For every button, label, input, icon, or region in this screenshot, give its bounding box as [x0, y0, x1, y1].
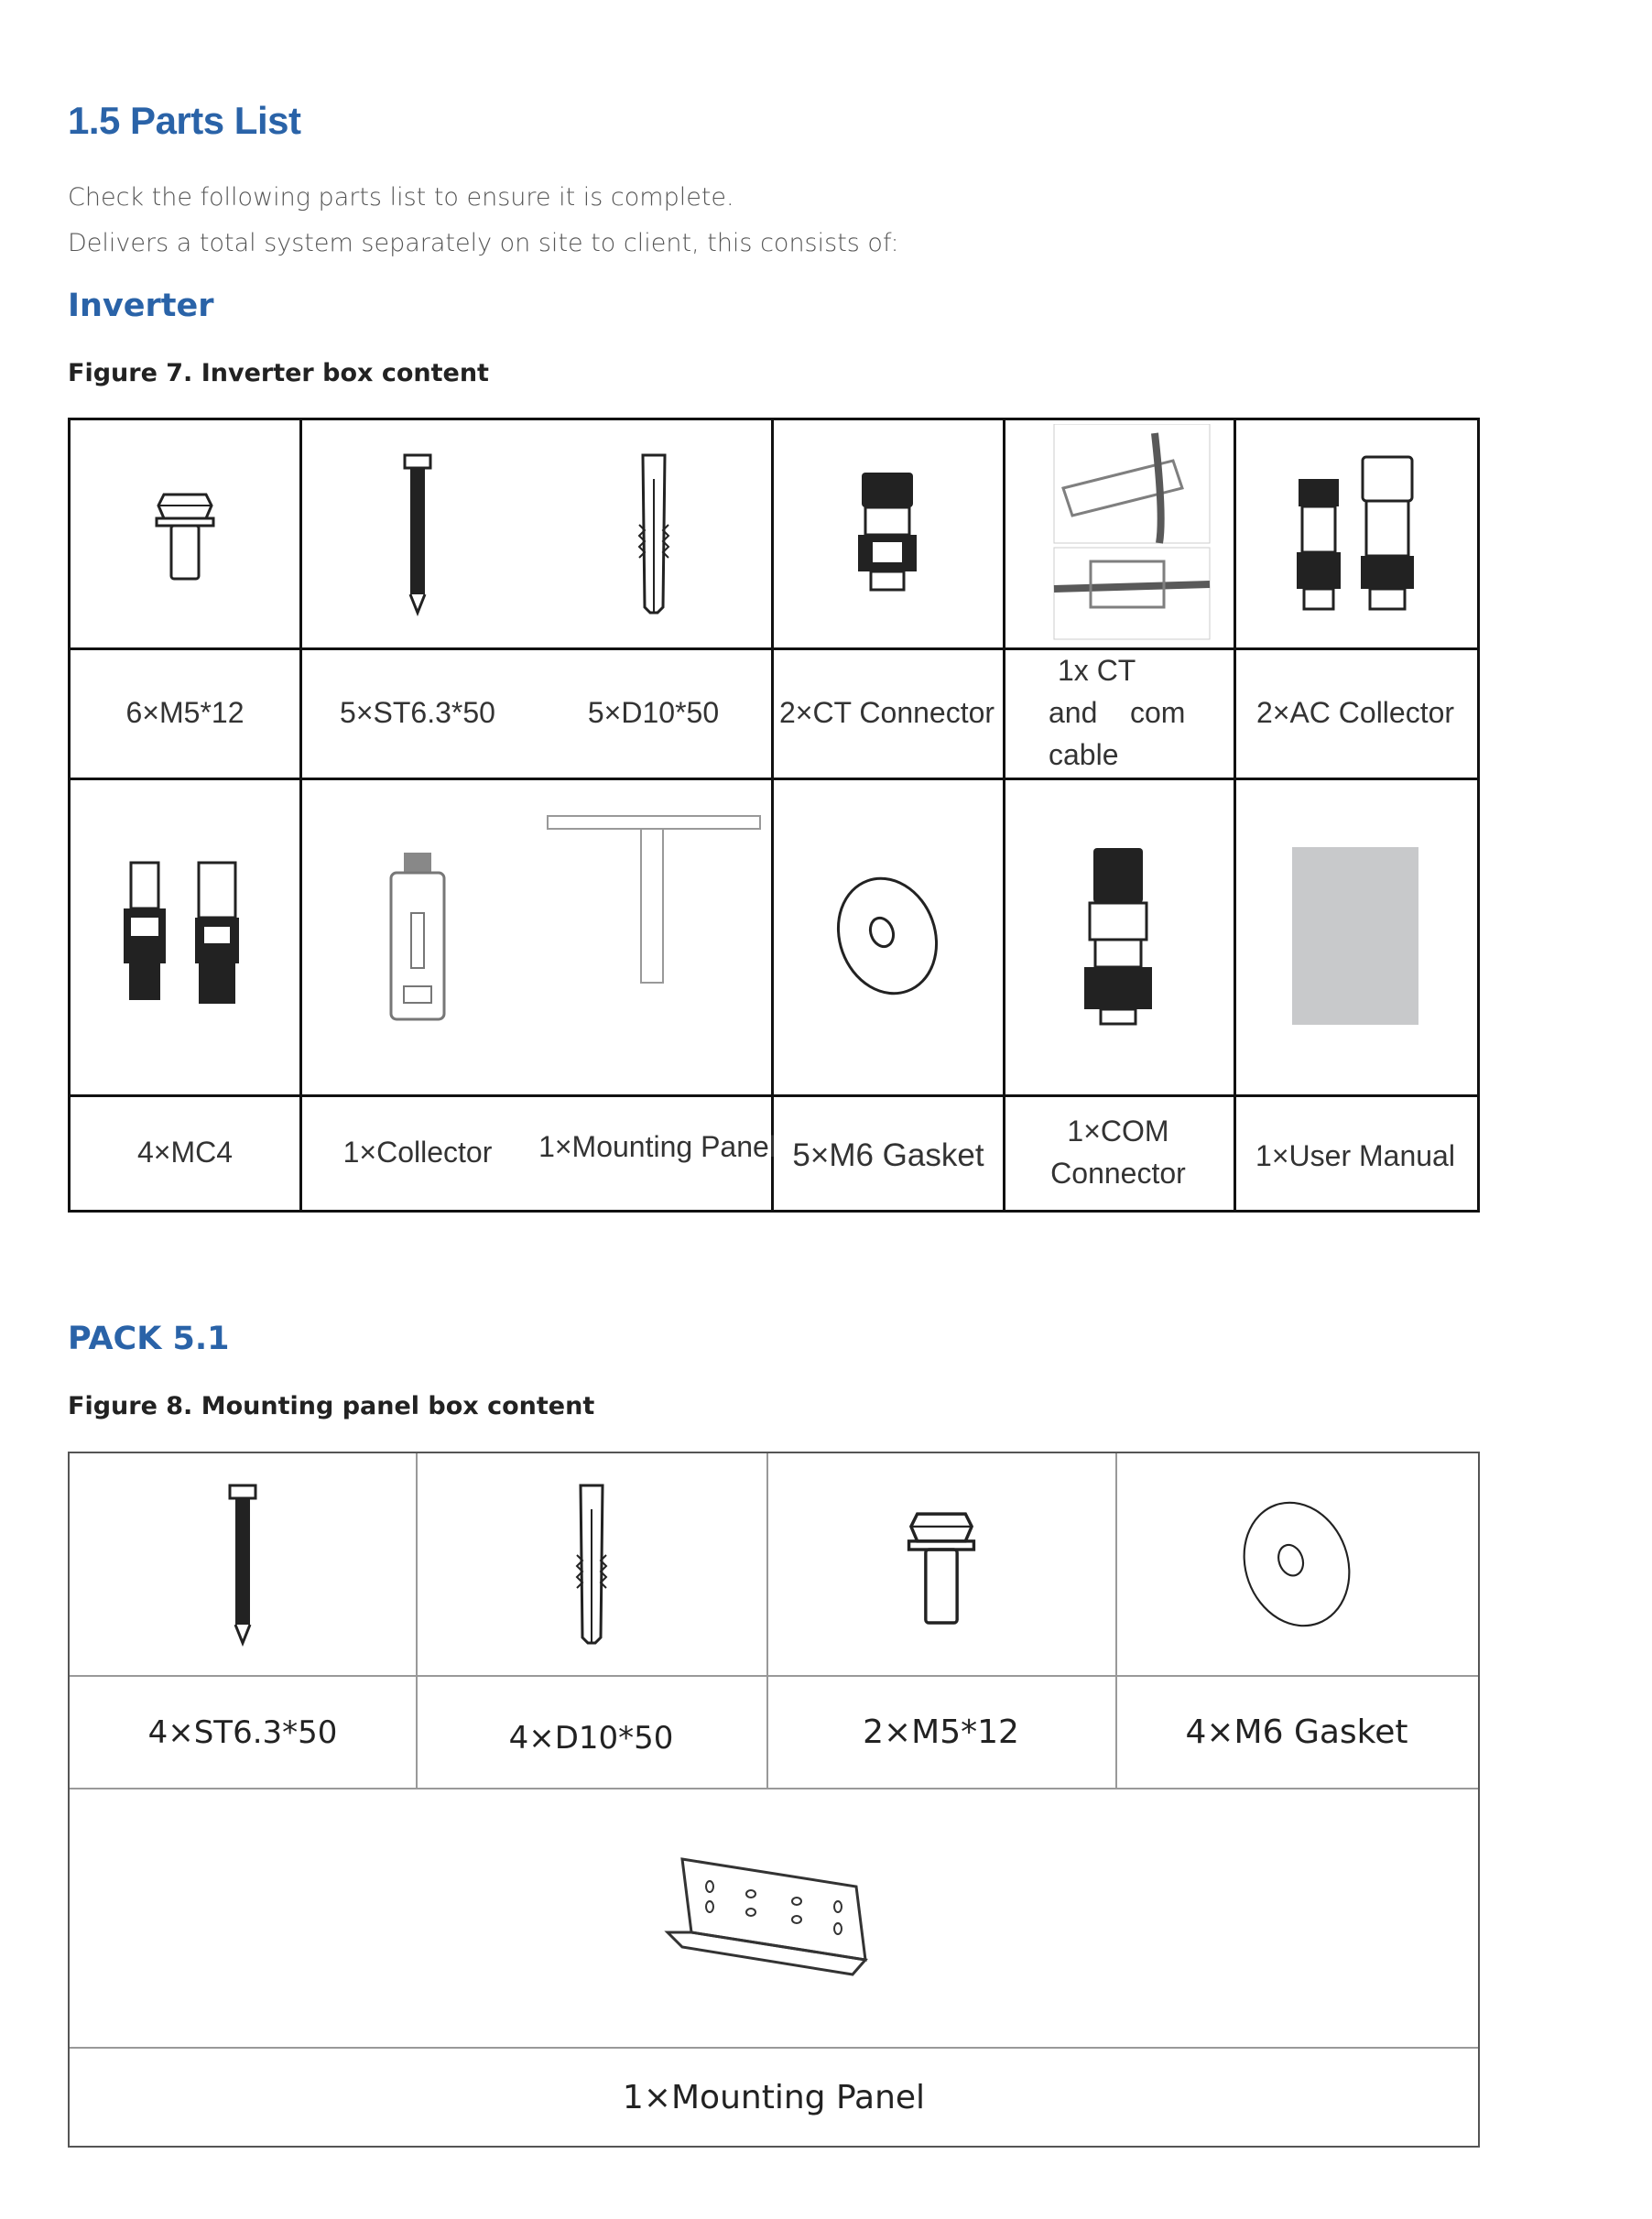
intro-text-2: Delivers a total system separately on site to client, this consists of: — [68, 229, 899, 257]
label-ct-cable — [1003, 647, 1234, 778]
section-title: 1.5 Parts List — [68, 99, 301, 142]
label-com-line2: Connector — [1050, 1157, 1186, 1190]
gasket-icon — [1115, 1453, 1478, 1675]
figure-7-caption: Figure 7. Inverter box content — [68, 359, 489, 387]
label-collector: 1×Collector — [342, 1135, 493, 1169]
mounting-bracket-icon — [70, 1789, 1478, 2047]
label-st63-screws: 5×ST6.3*50 — [340, 695, 495, 729]
label-user-manual: 1×User Manual — [1255, 1138, 1455, 1172]
label-ct-cable-line2: and com — [1049, 696, 1186, 729]
label-ac-collector: 2×AC Collector — [1255, 695, 1455, 729]
label-ct-connector: 2×CT Connector — [778, 695, 995, 729]
label-m6-gasket: 4×M6 Gasket — [1185, 1713, 1408, 1751]
pack-parts-table — [68, 1452, 1480, 2148]
ac-collector-icon — [1234, 420, 1477, 647]
label-mounting-panel: 1×Mounting Panel — [622, 2078, 926, 2116]
anchor-icon — [416, 1453, 766, 1675]
label-st63-screws: 4×ST6.3*50 — [147, 1713, 338, 1751]
label-m6-gasket: 5×M6 Gasket — [792, 1137, 984, 1173]
bolt-icon — [71, 420, 299, 647]
label-mounting-panel: 1×Mounting Panel — [538, 1129, 776, 1163]
figure-8-caption: Figure 8. Mounting panel box content — [68, 1392, 595, 1420]
intro-text-1: Check the following parts list to ensure it is complete. — [68, 183, 734, 212]
pack-heading: PACK 5.1 — [68, 1321, 230, 1357]
label-m5-bolts: 6×M5*12 — [125, 695, 245, 729]
collector-icon — [299, 778, 536, 1094]
label-com-connector — [1003, 1094, 1234, 1210]
mounting-panel-icon — [536, 778, 771, 1094]
screw-icon — [70, 1453, 416, 1675]
label-com-line1: 1×COM — [1067, 1115, 1169, 1148]
gasket-icon — [771, 778, 1003, 1094]
ct-connector-icon — [771, 420, 1003, 647]
inverter-parts-table — [68, 418, 1480, 1213]
bolt-icon — [766, 1453, 1115, 1675]
manual-icon — [1234, 778, 1477, 1094]
mc4-icon — [71, 778, 299, 1094]
label-d10-anchors: 4×D10*50 — [508, 1719, 674, 1757]
inverter-heading: Inverter — [68, 288, 214, 324]
label-m5-bolts: 2×M5*12 — [863, 1713, 1019, 1751]
label-mc4: 4×MC4 — [136, 1135, 234, 1169]
label-ct-cable-line3: cable — [1049, 738, 1119, 771]
ct-cable-icon — [1003, 420, 1234, 647]
anchor-icon — [536, 420, 771, 647]
label-d10-anchors: 5×D10*50 — [587, 695, 720, 729]
screw-icon — [299, 420, 536, 647]
com-connector-icon — [1003, 778, 1234, 1094]
label-ct-cable-line1: 1x CT — [1058, 654, 1136, 687]
